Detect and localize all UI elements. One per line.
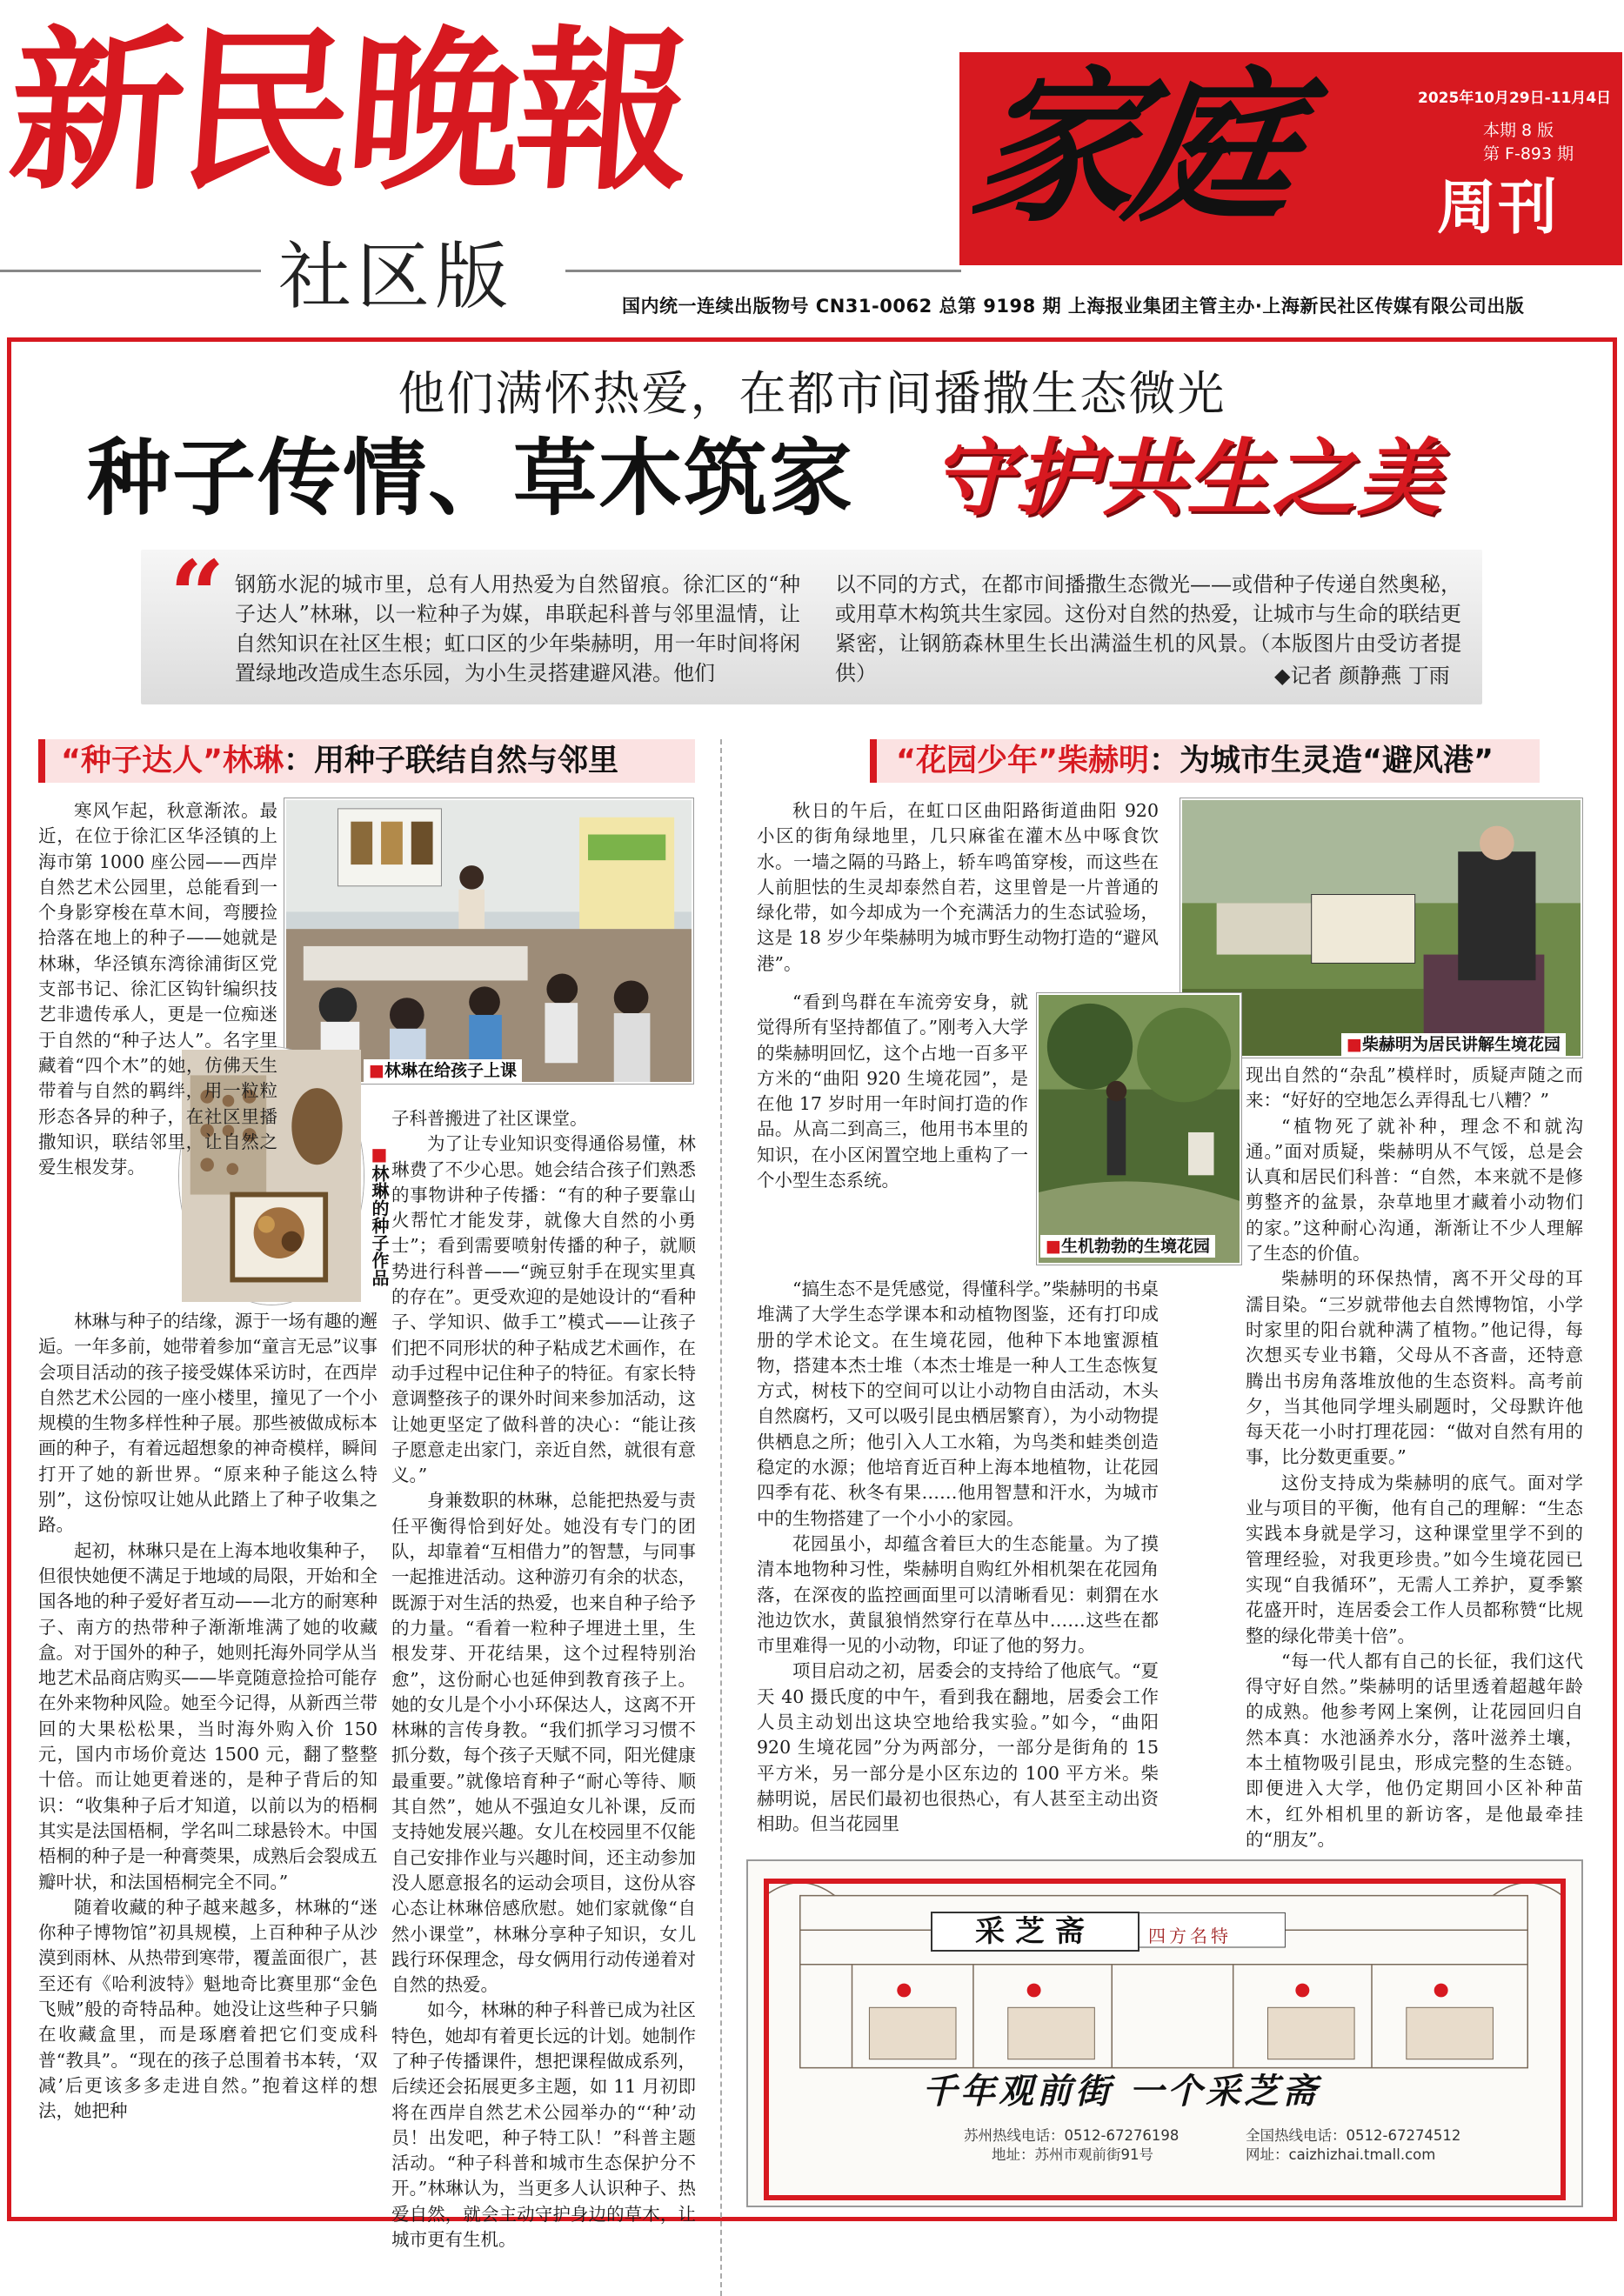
caption-marker-icon: ■ <box>369 1144 390 1165</box>
masthead-rule-right <box>565 270 961 272</box>
right-subhead-name: “花园少年”柴赫明 <box>896 744 1150 778</box>
ad-national-hotline: 全国热线电话：0512-67274512 <box>1246 2127 1461 2144</box>
photo-classroom-caption <box>364 1059 522 1082</box>
right-col2-para-3: 柴赫明的环保热情，离不开父母的耳濡目染。“三岁就带他去自然博物馆，小学时家里的阳台就种满了植物。”他记得，每次想买专业书籍，父母从不吝啬，还特意腾出书房角落堆放他的生态资料。高考前夕，当其他同学埋头刷题时，父母默许他每天花一小时打理花园：“做对自然有用的事，比分数更重要。” <box>1246 1268 1583 1468</box>
ad-suzhou-hotline: 苏州热线电话：0512-67276198 <box>964 2127 1180 2144</box>
article-kicker: 他们满怀热爱，在都市间播撒生态微光 <box>398 366 1226 421</box>
left-col1-wrap <box>38 1122 177 1305</box>
intro-text-right-body: 以不同的方式，在都市间播撒生态微光——或借种子传递自然奥秘，或用草木构筑共生家园。这份对自然的热爱，让城市与生命的联结更紧密，让钢筋森林里生长出满溢生机的风景。（本版图片由受访者提供） <box>835 572 1461 685</box>
byline: ◆记者 颜静燕 丁雨 <box>1274 664 1450 688</box>
right-para-4: 花园虽小，却蕴含着巨大的生态能量。为了摸清本地物种习性，柴赫明自购红外相机架在花园角落，在深夜的监控画面里可以清晰看见：刺猬在水池边饮水，黄鼠狼悄然穿行在草丛中……这些在都市里难得一见的小动物，印证了他的努力。 <box>757 1532 1159 1657</box>
photo-garden-caption <box>1040 1235 1215 1258</box>
right-col1-mid <box>757 990 1028 1277</box>
supplement-title: 家庭 <box>960 50 1301 244</box>
masthead-rule-left <box>0 270 261 272</box>
photo-classroom <box>284 798 693 1084</box>
caption-marker-icon: ■ <box>1347 1035 1362 1054</box>
caption-marker-icon: ■ <box>369 1061 384 1080</box>
right-para-3: “搞生态不是凭感觉，得懂科学。”柴赫明的书桌堆满了大学生态学课本和动植物图鉴，还有打印成册的学术论文。在生境花园，他种下本地蜜源植物，搭建本杰士堆（本杰士堆是一种人工生态恢复方式，树枝下的空间可以让小动物自由活动，木头自然腐朽，又可以吸引昆虫栖居繁育），为小动物提供栖息之所；他引入人工水箱，为鸟类和蛙类创造稳定的水源；他培育近百种上海本地植物，让花园四季有花、秋冬有果……他用智慧和汗水，为城市中的生物搭建了一个小小的家园。 <box>757 1278 1159 1529</box>
shop-sign: 采芝斋 <box>931 1912 1139 1952</box>
issue-number: 第 F-893 期 <box>1483 144 1574 164</box>
issue-pages: 本期 8 版 <box>1483 121 1554 140</box>
right-col2 <box>1246 1063 1583 1850</box>
caption-marker-icon: ■ <box>1046 1237 1061 1256</box>
classroom-image <box>286 800 692 1082</box>
supplement-weekly: 周刊 <box>1437 174 1560 243</box>
left-para-2: 林琳与种子的结缘，源于一场有趣的邂逅。一年多前，她带着参加“童言无忌”议事会项目活动的孩子接受媒体采访时，在西岸自然艺术公园的一座小楼里，撞见了一个小规模的生物多样性种子展。那些被做成标本画的种子，有着远超想象的神奇模样，瞬间打开了她的新世界。“原来种子能这么特别”，这份惊叹让她从此踏上了种子收集之路。 <box>38 1311 378 1536</box>
right-col2-para-2: “植物死了就补种，理念不和就沟通。”面对质疑，柴赫明从不气馁，总是会认真和居民们科普：“自然，本来就不是修剪整齐的盆景，杂草地里才藏着小动物们的家。”这种耐心沟通，渐渐让不少人理解了生态的价值。 <box>1246 1115 1583 1265</box>
intro-text-left: 钢筋水泥的城市里，总有人用热爱为自然留痕。徐汇区的“种子达人”林琳，以一粒种子为媒，串联起科普与邻里温情，让自然知识在社区生根；虹口区的少年柴赫明，用一年时间将闲置绿地改造成生态乐园，为小生灵搭建避风港。他们 <box>235 572 800 685</box>
right-para-2: “看到鸟群在车流旁安身，就觉得所有坚持都值了。”刚考入大学的柴赫明回忆，这个占地一百多平方米的“曲阳 920 生境花园”，是在他 17 岁时用一年时间打造的作品。从高二到高三，他用书本里的知识，在小区闲置空地上重构了一个小型生态系统。 <box>757 991 1028 1191</box>
right-para-5: 项目启动之初，居委会的支持给了他底气。“夏天 40 摄氏度的中午，看到我在翻地，居委会工作人员主动划出这块空地给我实验。”如今，“曲阳 920 生境花园”分为两部分，一部分是街角的 15 平方米，另一部分是小区东边的 100 平方米。柴赫明说，居民们最初也很热心，有人甚至主动出资相助。但当花园里 <box>757 1660 1159 1835</box>
left-para-3: 起初，林琳只是在上海本地收集种子，但很快她便不满足于地域的局限，开始和全国各地的种子爱好者互动——北方的耐寒种子、南方的热带种子渐渐堆满了她的收藏盒。对于国外的种子，她则托海外同学从当地艺术品商店购买——毕竟随意捡拾可能存在外来物种风险。她至今记得，从新西兰带回的大果松松果，当时海外购入价 150 元，国内市场价竟达 1500 元，翻了整整十倍。而让她更着迷的，是种子背后的知识：“收集种子后才知道，以前以为的梧桐其实是法国梧桐，学名叫二球悬铃木。中国梧桐的种子是一种膏葖果，成熟后会裂成五瓣叶状，和法国梧桐完全不同。” <box>38 1539 378 1892</box>
ad-address: 地址：苏州市观前街91号 <box>992 2146 1153 2163</box>
left-subhead-rest: ：用种子联结自然与邻里 <box>284 744 619 778</box>
left-col2-para-3: 身兼数职的林琳，总能把热爱与责任平衡得恰到好处。她没有专门的团队，却靠着“互相借力”的智慧，与同事一起推进活动。这种游刃有余的状态，既源于对生活的热爱，也来自种子给予的力量。“看着一粒种子埋进土里，生根发芽、开花结果，这个过程特别治愈”，这份耐心也延伸到教育孩子上。她的女儿是个小小环保达人，这离不开林琳的言传身教。“我们抓学习习惯不抓分数，每个孩子天赋不同，阳光健康最重要。”就像培育种子“耐心等待、顺其自然”，她从不强迫女儿补课，反而支持她发展兴趣。女儿在校园里不仅能自己安排作业与兴趣时间，还主动参加没人愿意报名的运动会项目，这份从容心态让林琳倍感欣慰。她们家就像“自然小课堂”，林琳分享种子知识，女儿践行环保理念，母女俩用行动传递着对自然的热爱。 <box>391 1490 696 1996</box>
left-col2 <box>391 1106 696 2251</box>
photo-explaining-caption <box>1341 1033 1566 1056</box>
publication-info: 国内统一连续出版物号 CN31-0062 总第 9198 期 上海报业集团主管主办·上海新民社区传媒有限公司出版 <box>622 296 1525 317</box>
right-col1-top <box>757 798 1159 990</box>
right-col2-para-4: 这份支持成为柴赫明的底气。面对学业与项目的平衡，他有自己的理解：“生态实践本身就是学习，这种课堂里学不到的管理经验，对我更珍贵。”如今生境花园已实现“自我循环”，无需人工养护，夏季繁花盛开时，连居委会工作人员都称赞“比规整的绿化带美十倍”。 <box>1246 1472 1583 1646</box>
left-col2-para-1: 子科普搬进了社区课堂。 <box>391 1108 588 1129</box>
left-subhead <box>61 741 618 781</box>
photo-garden <box>1037 993 1241 1265</box>
right-subhead-rest: ：为城市生灵造“避风港” <box>1149 744 1494 778</box>
right-col2-para-5: “每一代人都有自己的长征，我们这代得守好自然。”柴赫明的话里透着超越年龄的成熟。他参考网上案例，让花园回归自然本真：水池涵养水分，落叶滋养土壤，本土植物吸引昆虫，形成完整的生态链。即便进入大学，他仍定期回小区补种苗木，红外相机里的新访客，是他最牵挂的“朋友”。 <box>1246 1650 1583 1850</box>
right-para-1: 秋日的午后，在虹口区曲阳路街道曲阳 920 小区的街角绿地里，几只麻雀在灌木丛中啄食饮水。一墙之隔的马路上，轿车鸣笛穿梭，而这些在人前胆怯的生灵却泰然自若，这里曾是一片普通的绿化带，如今却成为一个充满活力的生态试验场，这是 18 岁少年柴赫明为城市野生动物打造的“避风港”。 <box>757 800 1159 974</box>
photo-explaining-caption-text: 柴赫明为居民讲解生境花园 <box>1361 1035 1561 1054</box>
left-col2-para-2: 为了让专业知识变得通俗易懂，林琳费了不少心思。她会结合孩子们熟悉的事物讲种子传播：“有的种子要靠山火帮忙才能发芽，就像大自然的小勇士”；看到需要喷射传播的种子，就顺势进行科普——“豌豆射手在现实里真的存在”。更受欢迎的是她设计的“看种子、学知识、做手工”模式——让孩子们把不同形状的种子粘成艺术画作，在动手过程中记住种子的特征。有家长特意调整孩子的课外时间来参加活动，这让她更坚定了做科普的决心：“能让孩子愿意走出家门，亲近自然，就很有意义。” <box>391 1133 696 1486</box>
ad-website[interactable]: 网址：caizhizhai.tmall.com <box>1246 2146 1436 2163</box>
column-divider <box>720 739 722 2296</box>
explaining-image <box>1182 800 1581 1056</box>
photo-seed-art-caption-text: 林琳的种子作品 <box>369 1165 390 1286</box>
left-para-1a: 寒风乍起，秋意渐浓。最近，在位于徐汇区华泾镇的上海市第 1000 座公园——西岸自然艺术公园里，总能看到一个身影穿梭在草木间，弯腰捡拾落在地上的种子——她就是林琳，华泾镇东湾徐浦街区党支部书记、徐汇区钩针编织技艺非遗传承人，更是一位痴迷于自然的“种子达人”。名字里藏着“四个木”的她，仿佛天生带着与自然的羁绊，用一粒粒形态各异的种子，在社区里播撒知识，联结邻里，让自然之爱生根发芽。 <box>38 800 277 1178</box>
photo-classroom-caption-text: 林琳在给孩子上课 <box>384 1061 517 1080</box>
garden-image <box>1039 995 1240 1263</box>
article-headline: 种子传情、草木筑家 <box>87 430 854 527</box>
left-col1-bottom <box>38 1309 378 2213</box>
left-para-4: 随着收藏的种子越来越多，林琳的“迷你种子博物馆”初具规模，上百种种子从沙漠到雨林、从热带到寒带，覆盖面很广，甚至还有《哈利波特》魁地奇比赛里那“金色飞贼”般的奇特品种。她没让这些种子只躺在收藏盒里，而是琢磨着把它们变成科普“教具”。“现在的孩子总围着书本转，‘双减’后更该多多走进自然。”抱着这样的想法，她把种 <box>38 1896 378 2122</box>
left-col2-para-4: 如今，林琳的种子科普已成为社区特色，她却有着更长远的计划。她制作了种子传播课件，想把课程做成系列，后续还会拓展更多主题，如 11 月初即将在西岸自然艺术公园举办的“‘种’动员！出发吧，种子特工队！”科普主题活动。“种子科普和城市生态保护分不开。”林琳认为，当更多人认识种子、热爱自然，就会主动守护身边的草木，让城市更有生机。 <box>391 1999 696 2251</box>
shop-subsign: 四方名特 <box>1148 1926 1232 1946</box>
ad-slogan: 千年观前街 一个采芝斋 <box>922 2071 1320 2112</box>
right-subhead <box>896 741 1494 781</box>
left-col1-top <box>38 798 277 1178</box>
article-headline-highlight: 守护共生之美 <box>931 430 1442 527</box>
photo-garden-caption-text: 生机勃勃的生境花园 <box>1060 1237 1210 1256</box>
right-col1-bottom <box>757 1277 1159 1851</box>
right-col2-para-1: 现出自然的“杂乱”模样时，质疑声随之而来：“好好的空地怎么弄得乱七八糟？” <box>1246 1065 1583 1111</box>
edition-label: 社区版 <box>278 234 514 319</box>
left-subhead-name: “种子达人”林琳 <box>61 744 284 778</box>
newspaper-title: 新民晚報 <box>3 10 693 214</box>
quote-icon: “ <box>170 539 225 651</box>
photo-seed-art-caption <box>365 1129 390 1301</box>
issue-date: 2025年10月29日-11月4日 <box>1418 90 1612 107</box>
